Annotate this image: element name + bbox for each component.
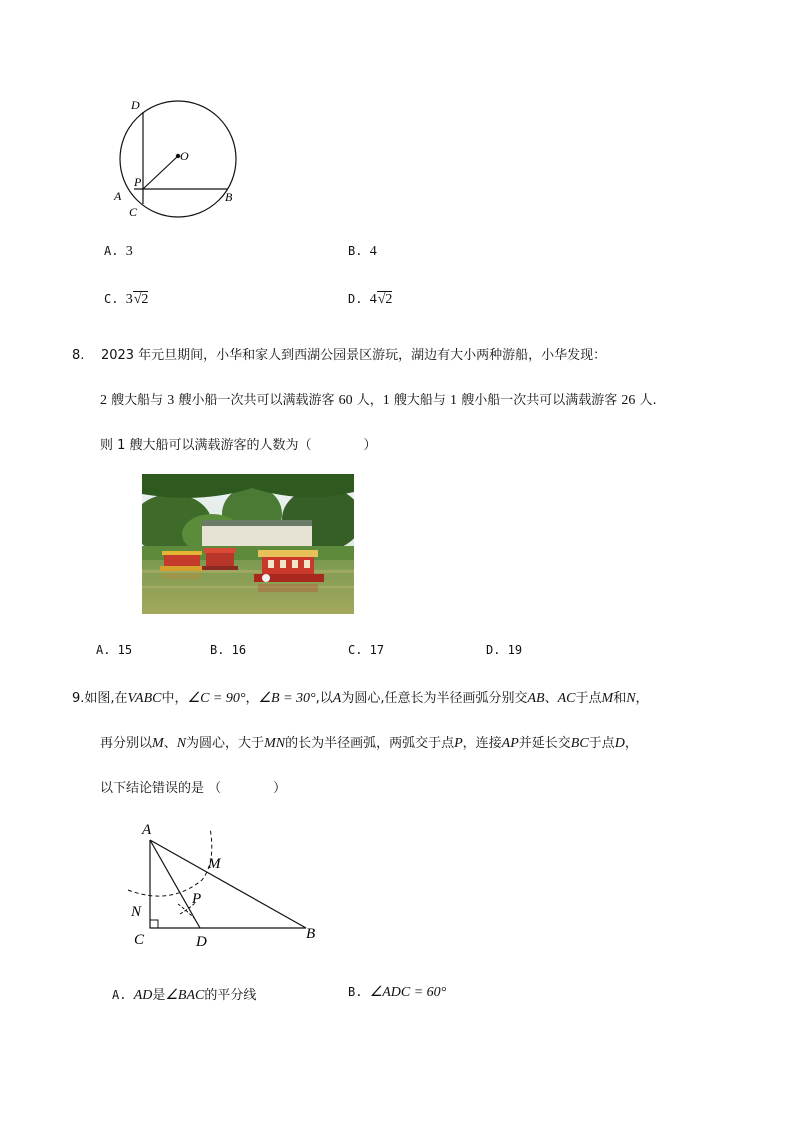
q7-option-d[interactable] [348, 292, 392, 308]
q9-m: MN [264, 736, 286, 751]
option-a-value: 3 [125, 244, 133, 259]
q9-t: 和 [613, 691, 627, 706]
q9-m: AP [501, 736, 519, 751]
q9-m: N [626, 691, 636, 706]
option-c-prefix: C. [104, 292, 119, 306]
q9-t: 为圆心,任意长为半径画弧分别交 [341, 691, 528, 706]
q9-m: N [176, 736, 187, 751]
boats-photo [142, 474, 354, 614]
q9-t: 为圆心，大于 [186, 736, 265, 751]
label-o: O [180, 149, 189, 163]
label-d: D [131, 98, 140, 112]
q9-m: A [332, 691, 342, 706]
option-c-radicand: 2 [141, 292, 149, 307]
label-b: B [306, 926, 316, 942]
q7-option-a[interactable] [104, 244, 133, 260]
option-d-radicand: 2 [385, 292, 393, 307]
option-a-text2: 的平分线 [204, 988, 257, 1003]
option-a-angle: ∠BAC [165, 988, 205, 1003]
q9-m: M [601, 691, 614, 706]
q9-m: M [152, 736, 164, 751]
label-a: A [114, 189, 122, 203]
q8-option-b[interactable]: B. 16 [210, 643, 247, 657]
q9-m: BC [570, 736, 589, 751]
q9-t: 、 [163, 736, 177, 751]
q9-t: 的长为半径画弧，两弧交于点 [285, 736, 455, 751]
option-d-sqrt: √2 [377, 292, 393, 307]
q8-t: 艘小船一次共可以满载游客 [178, 393, 335, 408]
q9-t: ，连接 [462, 736, 502, 751]
q8-line1 [72, 344, 606, 363]
label-a: A [142, 822, 152, 838]
option-c-coef: 3 [125, 292, 133, 307]
q9-triangle: VABC [127, 691, 162, 706]
q9-number: 9 [72, 691, 81, 706]
q9-m: AB [527, 691, 545, 706]
q9-t: 于点 [575, 691, 602, 706]
q9-t: .如图,在 [80, 691, 128, 706]
q8-text-1: 2023 年元旦期间，小华和家人到西湖公园景区游玩，湖边有大小两种游船，小华发现： [100, 348, 607, 363]
q9-option-b[interactable] [348, 984, 446, 1001]
q9-angle-b: ∠B = 30° [258, 691, 316, 706]
label-m: M [208, 856, 221, 872]
q9-t: 中， [161, 691, 188, 706]
q8-line2 [100, 389, 657, 409]
q8-option-c[interactable]: C. 17 [348, 643, 385, 657]
option-b-math: ∠ADC = 60° [369, 985, 447, 1000]
q8-t: 艘大船与 [393, 393, 446, 408]
label-c: C [129, 205, 138, 219]
q9-t: ， [635, 691, 649, 706]
q8-t: 人， [356, 393, 383, 408]
q9-angle-c: ∠C = 90° [187, 691, 246, 706]
q8-t: 艘小船一次共可以满载游客 [461, 393, 618, 408]
q9-m: AC [557, 691, 576, 706]
q9-m: D [614, 736, 625, 751]
q9-line1 [72, 687, 649, 707]
q7-option-b[interactable] [348, 244, 377, 260]
q9-t: ， [245, 691, 259, 706]
option-a-math: AD [133, 988, 153, 1003]
q8-option-d[interactable]: D. 19 [486, 643, 523, 657]
label-d: D [196, 934, 207, 950]
option-a-text: 是 [152, 988, 166, 1003]
q9-t: 并延长交 [518, 736, 571, 751]
q7-option-c[interactable] [104, 292, 148, 308]
q9-t: 、 [544, 691, 558, 706]
q9-t: ,以 [315, 691, 333, 706]
option-b-prefix: B. [348, 985, 363, 999]
label-p: P [134, 175, 142, 189]
label-p: P [192, 891, 202, 907]
label-b: B [225, 190, 233, 204]
q8-t: 人. [639, 393, 657, 408]
q8-num-2: 2 [100, 393, 107, 408]
option-b-prefix: B. [348, 244, 363, 258]
label-n: N [131, 904, 142, 920]
q9-line2 [100, 732, 638, 752]
option-d-coef: 4 [369, 292, 377, 307]
q8-num-26: 26 [621, 393, 636, 408]
q8-number: 8. [72, 348, 85, 363]
q8-t: 艘大船与 [111, 393, 164, 408]
option-d-prefix: D. [348, 292, 363, 306]
q9-t: 再分别以 [100, 736, 153, 751]
q9-option-a[interactable] [112, 984, 256, 1004]
q8-num-3: 3 [167, 393, 175, 408]
q9-t: 于点 [588, 736, 615, 751]
option-c-sqrt: √2 [133, 292, 149, 307]
q8-num-60: 60 [338, 393, 353, 408]
option-a-prefix: A. [104, 244, 119, 258]
option-a-prefix: A. [112, 988, 127, 1002]
q8-line3: 则 1 艘大船可以满载游客的人数为（ ） [100, 438, 377, 453]
q8-num-1b: 1 [450, 393, 458, 408]
q9-t: ， [624, 736, 638, 751]
q9-m: P [454, 736, 463, 751]
q8-option-a[interactable]: A. 15 [96, 643, 133, 657]
label-c: C [134, 932, 145, 948]
circle-figure [108, 92, 248, 222]
q8-num-1a: 1 [382, 393, 390, 408]
option-b-value: 4 [369, 244, 377, 259]
q9-line3: 以下结论错误的是 （ ） [100, 781, 287, 796]
triangle-figure [120, 818, 330, 952]
